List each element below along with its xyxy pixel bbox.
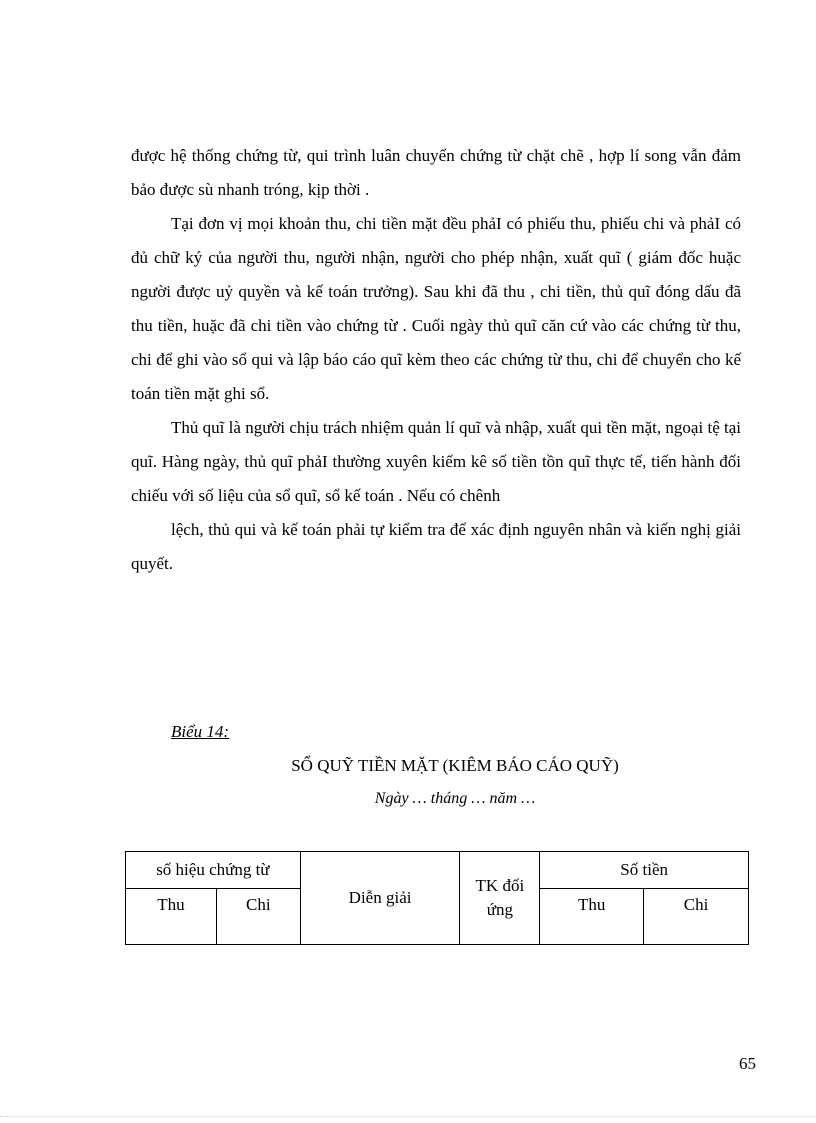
voucher-number-header: số hiệu chứng từ <box>126 852 301 889</box>
footer-divider <box>0 1116 816 1117</box>
page-number: 65 <box>739 1054 756 1073</box>
amount-header: Số tiền <box>540 852 749 889</box>
voucher-payment-header: Chi <box>216 889 300 945</box>
paragraph: lệch, thủ qui và kế toán phải tự kiểm tra để xác định nguyên nhân và kiến nghị giải quyết. <box>131 520 741 573</box>
cash-ledger-table <box>125 851 749 945</box>
table-date-line: Ngày … tháng … năm … <box>374 790 536 807</box>
contra-account-line2: ứng <box>486 900 513 919</box>
voucher-receipt-header: Thu <box>126 889 217 945</box>
contra-account-header <box>460 852 540 945</box>
paragraph: Tại đơn vị mọi khoản thu, chi tiền mặt đều phảI có phiếu thu, phiếu chi và phảI có đủ chữ ký của người thu, người nhận, người cho phép nhận, xuất quĩ ( giám đốc huặc người được uỷ quyền và kế toán trưởng). Sau khi đã thu , chi tiền, thủ quĩ đóng dấu đã thu tiền, huặc đã chi tiền vào chứng từ . Cuối ngày thủ quĩ căn cứ vào các chứng từ thu, chi để ghi vào sổ qui và lập báo cáo quĩ kèm theo các chứng từ thu, chi để chuyển cho kế toán tiền mặt ghi sổ. <box>131 214 741 403</box>
contra-account-line1: TK đối <box>475 876 525 895</box>
paragraph: được hệ thống chứng từ, qui trình luân chuyển chứng từ chặt chẽ , hợp lí song vẫn đảm bảo được sù nhanh tróng, kịp thời . <box>131 146 741 199</box>
description-header: Diễn giải <box>300 852 460 945</box>
table-caption: Biểu 14: <box>171 722 230 741</box>
body-text <box>131 139 741 581</box>
table-header-row <box>126 852 749 889</box>
table-title: SỔ QUỸ TIỀN MẶT (KIÊM BÁO CÁO QUỸ) <box>291 756 619 775</box>
amount-payment-header: Chi <box>644 889 749 945</box>
paragraph: Thủ quĩ là người chịu trách nhiệm quản lí quĩ và nhập, xuất qui tền mặt, ngoại tệ tại quĩ. Hàng ngày, thủ quĩ phảI thường xuyên kiểm kê số tiền tồn quĩ thực tế, tiến hành đối chiếu với số liệu của sổ quĩ, sổ kế toán . Nếu có chênh <box>131 418 741 505</box>
amount-receipt-header: Thu <box>540 889 644 945</box>
